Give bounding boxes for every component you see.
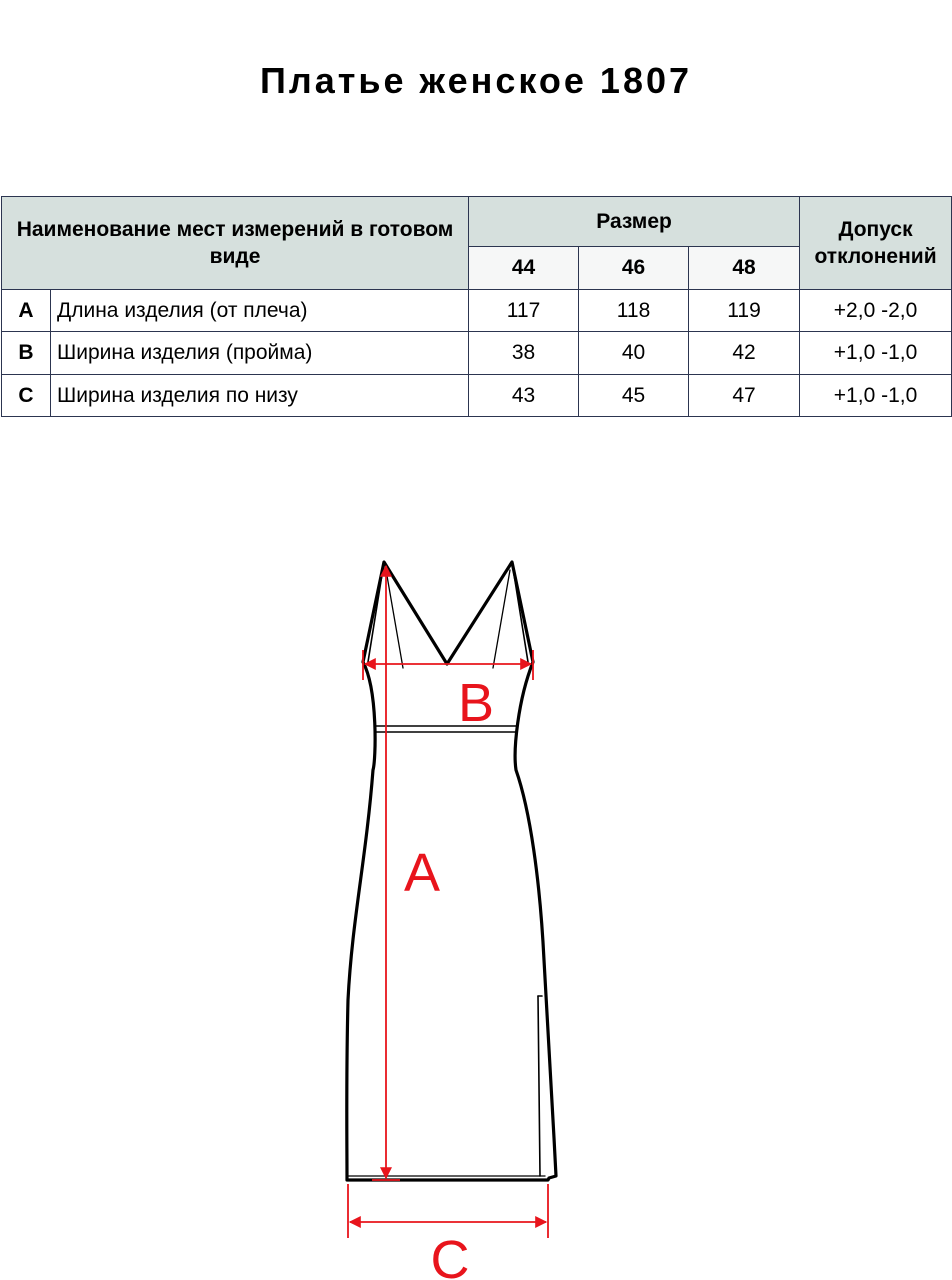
table-row	[2, 375, 952, 417]
measure-label-b: B	[457, 673, 495, 733]
row-value: 47	[689, 375, 800, 417]
measurement-lines	[348, 566, 548, 1238]
row-value: 42	[689, 332, 800, 375]
size-table	[1, 196, 952, 417]
row-value: 119	[689, 290, 800, 332]
size-44: 44	[469, 247, 579, 290]
measure-label-a: A	[403, 843, 441, 903]
row-name: Ширина изделия по низу	[51, 375, 469, 417]
page-title: Платье женское 1807	[259, 60, 693, 101]
header-measurement-name: Наименование мест измерений в готовом виде	[2, 197, 469, 290]
row-value: 45	[579, 375, 689, 417]
size-46: 46	[579, 247, 689, 290]
row-letter: A	[2, 290, 51, 332]
size-48: 48	[689, 247, 800, 290]
dress-technical-drawing	[0, 540, 952, 1280]
row-letter: C	[2, 375, 51, 417]
row-value: 118	[579, 290, 689, 332]
table-row	[2, 332, 952, 375]
row-name: Длина изделия (от плеча)	[51, 290, 469, 332]
header-size: Размер	[469, 197, 800, 247]
row-value: 117	[469, 290, 579, 332]
row-tolerance: +1,0 -1,0	[800, 375, 952, 417]
row-name: Ширина изделия (пройма)	[51, 332, 469, 375]
row-tolerance: +2,0 -2,0	[800, 290, 952, 332]
row-value: 43	[469, 375, 579, 417]
row-letter: B	[2, 332, 51, 375]
row-value: 40	[579, 332, 689, 375]
table-row	[2, 290, 952, 332]
row-tolerance: +1,0 -1,0	[800, 332, 952, 375]
header-tolerance: Допуск отклонений	[800, 197, 952, 290]
row-value: 38	[469, 332, 579, 375]
dress-outline	[347, 562, 556, 1180]
measure-label-c: C	[430, 1230, 470, 1280]
